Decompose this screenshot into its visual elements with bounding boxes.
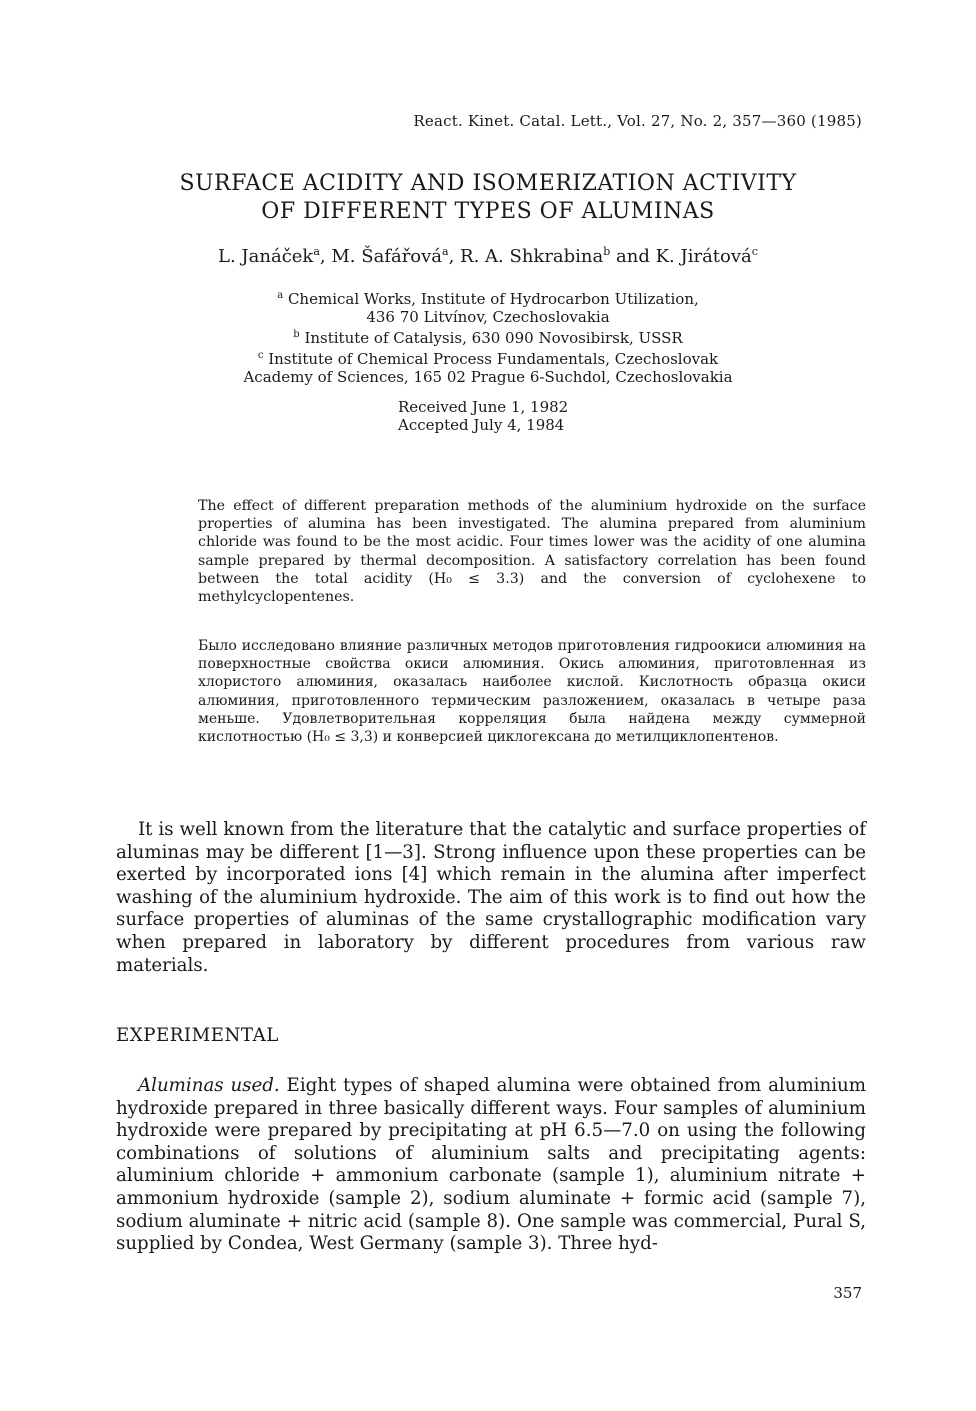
affiliation-a-mark: a bbox=[277, 290, 284, 301]
affiliation-a-line-1: Chemical Works, Institute of Hydrocarbon Utilization, bbox=[283, 290, 699, 308]
author-separator: , bbox=[448, 246, 461, 267]
experimental-paragraph bbox=[116, 1075, 866, 1256]
author-1-affiliation-mark: a bbox=[313, 245, 320, 258]
abstract-english: The effect of different preparation methods of the aluminium hydroxide on the surface properties of alumina has been investigated. The alumina prepared from aluminium chloride was found to be the most acidic. Four times lower was the acidity of one alumina sample prepared by thermal decomposition. A satisfactory correlation has been found between the total acidity (H₀ ≤ 3.3) and the conversion of cyclohexene to methylcyclopentenes. bbox=[198, 498, 866, 606]
accepted-date: Accepted July 4, 1984 bbox=[398, 416, 565, 434]
submission-dates bbox=[398, 398, 568, 434]
affiliations bbox=[0, 287, 976, 386]
author-4: K. Jirátová bbox=[655, 246, 752, 267]
introduction-paragraph: It is well known from the literature that the catalytic and surface properties of aluminas may be different [1—3]. Strong influence upon these properties can be exerted by incorporated ions [4] which remain in the alumina after imperfect washing of the aluminium hydroxide. The aim of this work is to find out how the surface properties of aluminas of the same crystallographic modification vary when prepared in laboratory by different procedures from various raw materials. bbox=[116, 819, 866, 976]
author-separator: , bbox=[319, 246, 332, 267]
author-3-affiliation-mark: b bbox=[603, 245, 611, 258]
author-3: R. A. Shkrabina bbox=[460, 246, 604, 267]
journal-citation: React. Kinet. Catal. Lett., Vol. 27, No. 2, 357—360 (1985) bbox=[413, 112, 862, 130]
affiliation-b-mark: b bbox=[293, 329, 300, 340]
author-4-affiliation-mark: c bbox=[751, 245, 758, 258]
author-list bbox=[0, 245, 976, 267]
paper-title bbox=[0, 170, 976, 226]
received-date: Received June 1, 1982 bbox=[398, 398, 569, 416]
abstract-russian: Было исследовано влияние различных методов приготовления гидроокиси алюминия на поверхностные свойства окиси алюминия. Окись алюминия, приготовленная из хлористого алюминия, оказалась наиболее кислой. Кислотность образца окиси алюминия, приготовленного термическим разложением, оказалась в четыре раза меньше. Удовлетворительная корреляция была найдена между суммерной кислотностью (H₀ ≤ 3,3) и конверсией циклогексана до метилциклопентенов. bbox=[198, 638, 866, 746]
title-line-1: SURFACE ACIDITY AND ISOMERIZATION ACTIVITY bbox=[179, 171, 797, 196]
title-line-2: OF DIFFERENT TYPES OF ALUMINAS bbox=[261, 199, 715, 224]
author-1: L. Janáček bbox=[218, 246, 314, 267]
author-2-affiliation-mark: a bbox=[442, 245, 449, 258]
paragraph-lead-italic: Aluminas used. bbox=[138, 1075, 280, 1096]
affiliation-a-line-2: 436 70 Litvínov, Czechoslovakia bbox=[366, 308, 610, 326]
author-2: M. Šafářová bbox=[331, 246, 443, 267]
affiliation-b bbox=[0, 326, 976, 347]
experimental-paragraph-text: Eight types of shaped alumina were obtained from aluminium hydroxide prepared in three basically different ways. Four samples of aluminium hydroxide were prepared by precipitating at pH 6.5—7.0 on using the following combinations of solutions of aluminium salts and precipitating agents: aluminium chloride + ammonium carbonate (sample 1), aluminium nitrate + ammonium hydroxide (sample 2), sodium aluminate + formic acid (sample 7), sodium aluminate + nitric acid (sample 8). One sample was commercial, Pural S, supplied by Condea, West Germany (sample 3). Three hyd- bbox=[116, 1075, 866, 1255]
affiliation-c-line-2: Academy of Sciences, 165 02 Prague 6-Suchdol, Czechoslovakia bbox=[243, 368, 733, 386]
author-separator: and bbox=[610, 246, 656, 267]
page-number: 357 bbox=[833, 1284, 862, 1302]
affiliation-c-mark: c bbox=[257, 350, 264, 361]
affiliation-c bbox=[0, 347, 976, 368]
affiliation-a bbox=[0, 287, 976, 308]
affiliation-b-line-1: Institute of Catalysis, 630 090 Novosibirsk, USSR bbox=[299, 329, 683, 347]
affiliation-c-line-1: Institute of Chemical Process Fundamentals, Czechoslovak bbox=[263, 350, 719, 368]
section-heading-experimental: EXPERIMENTAL bbox=[116, 1025, 279, 1046]
